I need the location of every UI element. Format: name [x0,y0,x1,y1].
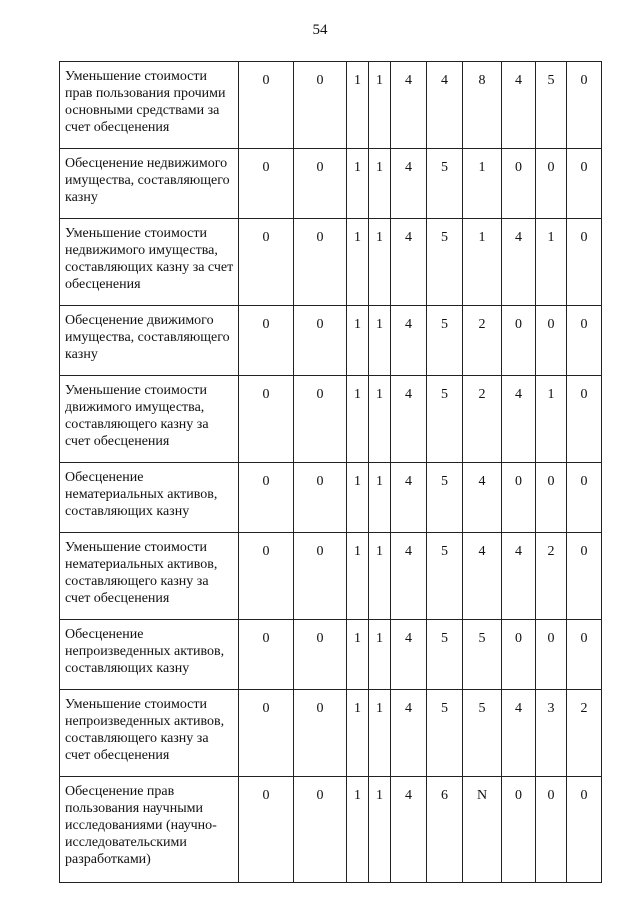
code-digit-cell: 0 [239,463,294,533]
code-digit-cell: 0 [294,777,347,883]
code-digit-cell: 1 [347,777,369,883]
code-digit-cell: 0 [567,777,602,883]
code-digit-cell: 4 [391,149,427,219]
code-digit-cell: 8 [463,62,502,149]
code-digit-cell: 0 [294,690,347,777]
code-digit-cell: 1 [369,463,391,533]
code-digit-cell: 1 [347,62,369,149]
code-digit-cell: 1 [347,219,369,306]
code-digit-cell: 1 [369,690,391,777]
code-digit-cell: 0 [294,533,347,620]
code-digit-cell: 1 [347,533,369,620]
code-digit-cell: 4 [502,376,536,463]
code-digit-cell: 5 [427,463,463,533]
code-digit-cell: 4 [391,690,427,777]
code-digit-cell: 0 [502,149,536,219]
code-digit-cell: 4 [502,219,536,306]
code-digit-cell: 0 [536,463,567,533]
code-digit-cell: 0 [502,463,536,533]
code-digit-cell: 5 [427,533,463,620]
code-digit-cell: 0 [502,306,536,376]
table-row [60,62,602,149]
code-digit-cell: 0 [567,149,602,219]
code-digit-cell: 1 [347,306,369,376]
code-digit-cell: 4 [463,533,502,620]
code-digit-cell: 4 [391,533,427,620]
code-digit-cell: 0 [239,219,294,306]
page-number: 54 [312,22,328,38]
table-row [60,376,602,463]
table-row [60,463,602,533]
account-name-cell: Обесценение прав пользования научными исследованиями (научно-исследовательскими разработками) [60,777,239,883]
code-digit-cell: 1 [536,376,567,463]
code-digit-cell: 1 [369,149,391,219]
code-digit-cell: 2 [567,690,602,777]
code-digit-cell: 4 [391,620,427,690]
code-digit-cell: 1 [463,149,502,219]
code-digit-cell: 0 [239,690,294,777]
account-name-cell: Обесценение движимого имущества, составляющего казну [60,306,239,376]
table-row [60,533,602,620]
account-name-cell: Уменьшение стоимости недвижимого имущества, составляющих казну за счет обесценения [60,219,239,306]
code-digit-cell: 4 [391,306,427,376]
code-digit-cell: 0 [239,149,294,219]
code-digit-cell: 2 [463,306,502,376]
code-digit-cell: 4 [502,62,536,149]
account-name-cell: Уменьшение стоимости прав пользования прочими основными средствами за счет обесценения [60,62,239,149]
code-digit-cell: 0 [536,620,567,690]
code-digit-cell: 1 [347,463,369,533]
table-row [60,149,602,219]
code-digit-cell: 0 [567,533,602,620]
code-digit-cell: 4 [427,62,463,149]
code-digit-cell: 2 [536,533,567,620]
code-digit-cell: 0 [567,306,602,376]
account-name-cell: Уменьшение стоимости непроизведенных активов, составляющего казну за счет обесценения [60,690,239,777]
code-digit-cell: 0 [294,149,347,219]
account-name-cell: Уменьшение стоимости нематериальных активов, составляющего казну за счет обесценения [60,533,239,620]
code-digit-cell: 1 [369,219,391,306]
code-digit-cell: N [463,777,502,883]
code-digit-cell: 0 [567,219,602,306]
account-name-cell: Обесценение нематериальных активов, составляющих казну [60,463,239,533]
code-digit-cell: 5 [536,62,567,149]
code-digit-cell: 1 [369,62,391,149]
code-digit-cell: 0 [239,376,294,463]
account-name-cell: Обесценение недвижимого имущества, составляющего казну [60,149,239,219]
code-digit-cell: 0 [239,62,294,149]
code-digit-cell: 3 [536,690,567,777]
code-digit-cell: 1 [347,149,369,219]
account-codes-table [59,61,602,883]
table-row [60,620,602,690]
code-digit-cell: 5 [427,219,463,306]
account-name-cell: Уменьшение стоимости движимого имущества, составляющего казну за счет обесценения [60,376,239,463]
code-digit-cell: 0 [294,219,347,306]
code-digit-cell: 0 [536,777,567,883]
code-digit-cell: 1 [536,219,567,306]
code-digit-cell: 0 [567,62,602,149]
code-digit-cell: 0 [502,777,536,883]
code-digit-cell: 5 [427,620,463,690]
code-digit-cell: 1 [347,376,369,463]
code-digit-cell: 0 [294,463,347,533]
code-digit-cell: 0 [567,463,602,533]
code-digit-cell: 0 [239,533,294,620]
code-digit-cell: 0 [502,620,536,690]
code-digit-cell: 1 [369,306,391,376]
code-digit-cell: 1 [347,690,369,777]
code-digit-cell: 0 [567,376,602,463]
code-digit-cell: 4 [391,463,427,533]
code-digit-cell: 5 [427,306,463,376]
code-digit-cell: 0 [536,149,567,219]
code-digit-cell: 2 [463,376,502,463]
code-digit-cell: 0 [536,306,567,376]
code-digit-cell: 5 [427,149,463,219]
code-digit-cell: 1 [463,219,502,306]
code-digit-cell: 1 [369,376,391,463]
code-digit-cell: 1 [369,620,391,690]
code-digit-cell: 4 [502,533,536,620]
table-row [60,306,602,376]
code-digit-cell: 0 [294,62,347,149]
code-digit-cell: 4 [391,777,427,883]
code-digit-cell: 1 [369,777,391,883]
code-digit-cell: 0 [567,620,602,690]
table-row [60,690,602,777]
code-digit-cell: 5 [463,690,502,777]
code-digit-cell: 4 [391,62,427,149]
code-digit-cell: 0 [294,376,347,463]
code-digit-cell: 4 [502,690,536,777]
code-digit-cell: 0 [294,306,347,376]
code-digit-cell: 0 [239,306,294,376]
code-digit-cell: 5 [463,620,502,690]
code-digit-cell: 4 [391,219,427,306]
code-digit-cell: 0 [239,777,294,883]
code-digit-cell: 5 [427,690,463,777]
account-name-cell: Обесценение непроизведенных активов, составляющих казну [60,620,239,690]
code-digit-cell: 5 [427,376,463,463]
table-row [60,777,602,883]
code-digit-cell: 0 [239,620,294,690]
code-digit-cell: 1 [347,620,369,690]
code-digit-cell: 4 [391,376,427,463]
code-digit-cell: 6 [427,777,463,883]
code-digit-cell: 1 [369,533,391,620]
code-digit-cell: 4 [463,463,502,533]
table-row [60,219,602,306]
code-digit-cell: 0 [294,620,347,690]
